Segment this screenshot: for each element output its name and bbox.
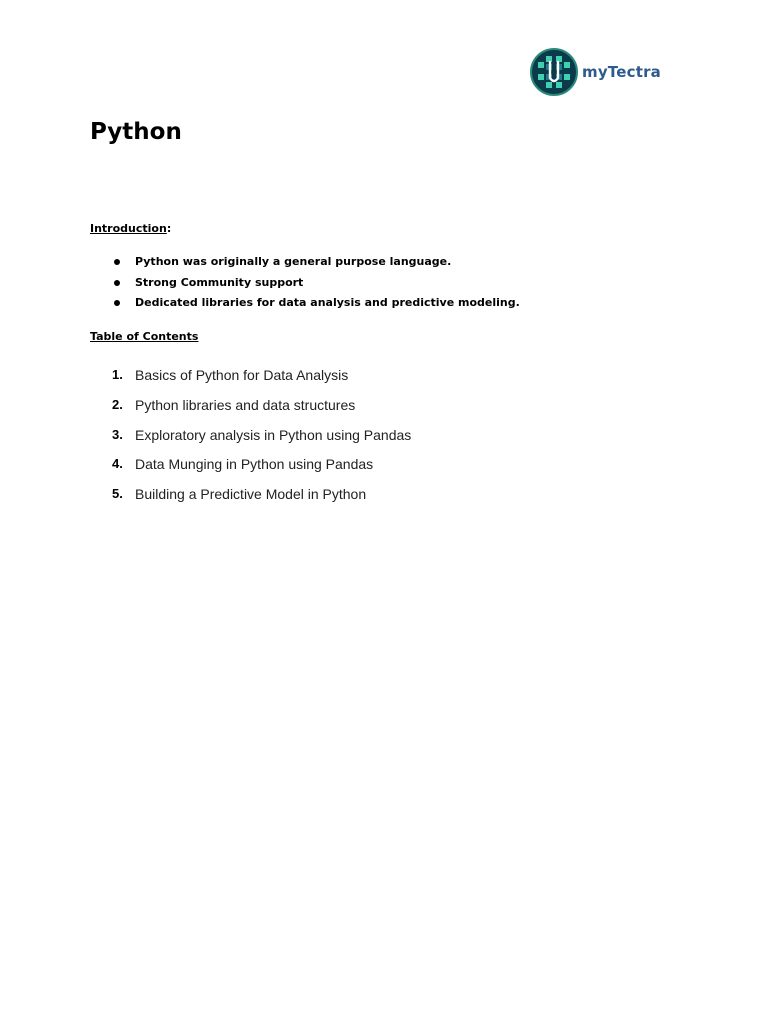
brand-logo [530,46,680,98]
introduction-heading-colon: : [166,222,172,235]
list-item-text: Strong Community support [135,275,304,289]
bullet-icon [114,259,120,265]
toc-item-text: Data Munging in Python using Pandas [135,456,374,473]
logo-text: myTectra [582,63,662,81]
list-item [90,275,520,296]
page-title: Python [90,119,182,145]
introduction-heading [90,221,171,237]
toc-item-text: Building a Predictive Model in Python [135,486,367,503]
toc-item-text: Python libraries and data structures [135,396,356,413]
toc-heading-text: Table of Contents [90,330,199,343]
toc-item-number: 4. [112,456,123,472]
introduction-list [90,254,520,316]
toc-item-number: 1. [112,367,123,382]
toc-item-number: 2. [112,396,123,412]
toc-item-number: 3. [112,426,123,442]
introduction-heading-text: Introduction [90,222,167,235]
list-item [90,295,520,316]
bullet-icon [114,280,120,286]
mytectra-logo-icon [530,48,578,96]
list-item-text: Python was originally a general purpose language. [135,255,452,268]
bullet-icon [114,300,120,306]
list-item [90,254,520,275]
toc-item-number: 5. [112,486,123,502]
toc-heading [90,329,198,345]
list-item-text: Dedicated libraries for data analysis and predictive modeling. [135,296,520,309]
toc-item-text: Exploratory analysis in Python using Pandas [135,426,412,443]
toc-item-text: Basics of Python for Data Analysis [135,367,349,383]
